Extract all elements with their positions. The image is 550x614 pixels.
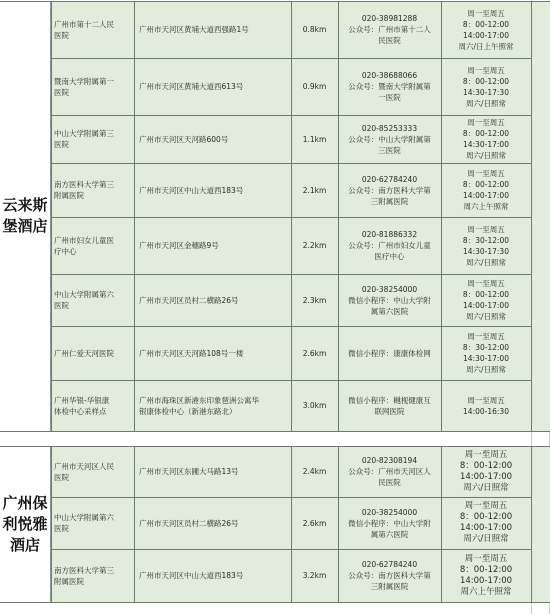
contact-info-line: 三医院 — [378, 145, 401, 155]
opening-hours-line: 14:00-17:00 — [459, 575, 513, 586]
table-row — [51, 497, 550, 549]
opening-hours-line: 8：00-12:00 — [462, 129, 510, 138]
hospital-address — [136, 163, 290, 217]
hospital-name-line: 暨南大学附属第一 — [54, 76, 114, 86]
contact-info-line: 公众号：中山大学附属第 — [348, 134, 431, 144]
hospital-name — [54, 163, 133, 217]
hospital-name-line: 广州市天河区人民 — [54, 461, 114, 471]
contact-info — [340, 380, 439, 431]
hospital-name-line: 医院 — [54, 524, 69, 533]
hospital-address-line: 广州市天河区中山大道西183号 — [139, 185, 244, 195]
column-divider — [134, 1, 135, 431]
table-row — [51, 115, 550, 163]
hotel-name-line: 利悦雅 — [2, 514, 48, 533]
opening-hours — [442, 217, 530, 274]
hospital-name — [54, 326, 133, 380]
distance — [291, 549, 338, 602]
column-divider — [291, 446, 292, 602]
hospital-name-line: 广州市妇女儿童医 — [54, 235, 114, 245]
opening-hours-line: 8：00-12:00 — [462, 180, 510, 189]
opening-hours-line: 周六/日照常 — [465, 365, 507, 374]
hospital-address-line: 广州市天河区黄埔大道西613号 — [139, 82, 244, 91]
table-row — [51, 217, 550, 274]
contact-info — [340, 274, 439, 326]
column-divider — [338, 1, 339, 431]
contact-info-line: 公众号：广州市妇女儿童 — [348, 241, 431, 250]
contact-info-line: 020-38254000 — [361, 284, 418, 294]
hospital-address-line: 银康体检中心（新港东路北） — [139, 406, 237, 416]
distance — [291, 446, 338, 497]
opening-hours-line: 周六/日上午照常 — [458, 41, 514, 51]
contact-info-line: 020-62784240 — [361, 174, 418, 184]
distance — [291, 115, 338, 163]
opening-hours-line: 8：30-12:00 — [462, 343, 510, 352]
hospital-name-line: 附属医院 — [54, 576, 84, 586]
opening-hours — [442, 58, 530, 115]
opening-hours — [442, 446, 530, 497]
column-divider — [531, 446, 532, 602]
hospital-name-line: 医院 — [54, 87, 69, 97]
hotel-name — [0, 446, 51, 602]
contact-info — [340, 58, 439, 115]
opening-hours-line: 周六/日照常 — [465, 257, 507, 267]
table-row — [51, 58, 550, 115]
hotel-name-line: 酒店 — [9, 535, 40, 554]
opening-hours — [442, 549, 530, 602]
opening-hours-line: 周六上午照常 — [460, 586, 512, 597]
hospital-address — [136, 326, 290, 380]
opening-hours-line: 8：00-12:00 — [462, 19, 510, 29]
contact-info-line: 三附属医院 — [370, 582, 409, 591]
column-divider — [51, 446, 52, 602]
hospital-address — [136, 217, 290, 274]
contact-info-line: 020-38688066 — [361, 71, 418, 80]
contact-info-line: 020-38254000 — [361, 507, 418, 517]
contact-info-line: 属第六医院 — [370, 306, 409, 316]
opening-hours-line: 周一至周五 — [467, 169, 505, 178]
hospital-name-line: 中山大学附属第六 — [54, 513, 114, 522]
opening-hours-line: 14:00-17:00 — [463, 30, 509, 40]
hospital-name-line: 医院 — [54, 472, 69, 482]
hospital-name — [54, 549, 133, 602]
opening-hours-line: 周一至周五 — [464, 449, 508, 460]
distance-value: 3.2km — [302, 571, 327, 580]
opening-hours-line: 周六/日照常 — [463, 482, 509, 493]
hospital-address-line: 广州市天河区黄埔大道西强路1号 — [139, 25, 249, 34]
contact-info-line: 微信小程序：中山大学附 — [348, 295, 431, 305]
table-row — [51, 446, 550, 497]
contact-info-line: 020-82308194 — [361, 456, 418, 465]
contact-info-line: 三附属医院 — [370, 196, 409, 206]
column-divider — [531, 1, 532, 431]
contact-info-line: 医疗中心 — [374, 252, 405, 261]
opening-hours-line: 周六/日照常 — [465, 98, 507, 108]
hospital-address-line: 广州市天河区天河路600号 — [139, 134, 229, 144]
opening-hours-line: 14:00-17:00 — [459, 523, 513, 533]
contact-info — [340, 1, 439, 58]
opening-hours-line: 8：00-12:00 — [462, 76, 510, 86]
hotel-name-line: 云来斯 — [2, 196, 48, 214]
hotel-name-text — [2, 493, 47, 556]
opening-hours-line: 周一至周五 — [464, 553, 508, 564]
contact-info — [340, 217, 439, 274]
table-row — [51, 380, 550, 431]
contact-info-line: 微信小程序：康康体检网 — [348, 348, 431, 358]
hospital-name-line: 广州市第十二人民 — [54, 19, 114, 29]
distance-value: 2.1km — [302, 185, 327, 195]
contact-info-line: 020-85253333 — [361, 123, 418, 133]
opening-hours-line: 周一至周五 — [467, 332, 505, 341]
table-row — [51, 549, 550, 602]
opening-hours — [442, 1, 530, 58]
opening-hours-line: 周一至周五 — [467, 8, 505, 18]
opening-hours-line: 14:00-17:00 — [463, 191, 509, 200]
opening-hours-line: 周一至周五 — [467, 395, 505, 405]
hospital-name — [54, 1, 133, 58]
distance — [291, 58, 338, 115]
hospital-name-line: 广州华银-华银康 — [54, 395, 110, 405]
contact-info-line: 微信小程序：樾枧健康互 — [348, 395, 431, 405]
opening-hours — [442, 163, 530, 217]
distance-value: 0.9km — [302, 82, 327, 91]
contact-info-line: 联网医院 — [374, 406, 405, 416]
hospital-name — [54, 446, 133, 497]
column-divider — [51, 1, 52, 431]
hospital-name-line: 南方医科大学第三 — [54, 180, 114, 189]
hospital-address-line: 广州市天河区员村二横路26号 — [139, 518, 239, 528]
hospital-name — [54, 115, 133, 163]
hospital-address-line: 广州市天河区中山大道西183号 — [139, 571, 244, 580]
distance — [291, 1, 338, 58]
hospital-name-line: 中山大学附属第三 — [54, 129, 114, 138]
contact-info — [340, 115, 439, 163]
hospital-name-line: 附属医院 — [54, 191, 84, 200]
opening-hours-line: 14:30-17:30 — [463, 87, 509, 97]
distance — [291, 274, 338, 326]
opening-hours-line: 8：00-12:00 — [459, 564, 513, 575]
contact-info-line: 公众号：南方医科大学第 — [348, 571, 431, 580]
group-border — [0, 1, 550, 2]
distance — [291, 217, 338, 274]
hospital-name — [54, 217, 133, 274]
opening-hours-line: 14:30-17:00 — [463, 140, 509, 149]
contact-info-line: 一医院 — [378, 93, 401, 102]
distance-value: 2.4km — [302, 467, 327, 476]
distance-value: 3.0km — [302, 401, 327, 410]
table-row — [51, 163, 550, 217]
contact-info-line: 属第六医院 — [370, 529, 409, 539]
contact-info — [340, 446, 439, 497]
opening-hours-line: 14:30-17:00 — [463, 354, 509, 363]
opening-hours — [442, 326, 530, 380]
opening-hours-line: 14:30-17:30 — [463, 246, 509, 256]
opening-hours-line: 周一至周五 — [467, 279, 505, 288]
opening-hours-line: 8：00-12:00 — [462, 290, 510, 299]
hotel-name-line: 广州保 — [2, 493, 48, 512]
contact-info-line: 公众号：南方医科大学第 — [348, 185, 431, 195]
opening-hours-line: 8：30-12:00 — [462, 235, 510, 245]
hotel-name — [0, 1, 51, 431]
distance-value: 2.2km — [302, 241, 327, 250]
distance-value: 0.8km — [302, 25, 327, 34]
contact-info-line: 民医院 — [378, 36, 401, 45]
hospital-address — [136, 497, 290, 549]
contact-info-line: 公众号：广州市第十二人 — [348, 25, 431, 34]
opening-hours-line: 8：00-12:00 — [459, 460, 513, 471]
hospital-name-line: 南方医科大学第三 — [54, 565, 114, 575]
distance — [291, 380, 338, 431]
column-divider — [441, 1, 442, 431]
contact-info — [340, 497, 439, 549]
distance — [291, 163, 338, 217]
hospital-address — [136, 446, 290, 497]
table-row — [51, 326, 550, 380]
hospital-name — [54, 497, 133, 549]
opening-hours-line: 周六/日照常 — [463, 534, 509, 544]
distance — [291, 497, 338, 549]
opening-hours-line: 周一至周五 — [467, 65, 505, 75]
hospital-name-line: 中山大学附属第六 — [54, 290, 114, 299]
hospital-address — [136, 1, 290, 58]
opening-hours-line: 周一至周五 — [467, 118, 505, 127]
group-border — [0, 602, 550, 603]
contact-info-line: 公众号：广州市天河区人 — [348, 467, 431, 476]
hospital-name — [54, 380, 133, 431]
contact-info — [340, 549, 439, 602]
opening-hours-line: 周六/日照常 — [465, 151, 507, 160]
column-divider — [134, 446, 135, 602]
opening-hours — [442, 380, 530, 431]
opening-hours-line: 周一至周五 — [464, 501, 508, 511]
hospital-address — [136, 274, 290, 326]
hospital-name-line: 疗中心 — [54, 246, 77, 256]
hospital-address — [136, 115, 290, 163]
opening-hours-line: 14:00-17:00 — [463, 301, 509, 310]
column-divider — [441, 446, 442, 602]
opening-hours-line: 周一至周五 — [467, 224, 505, 234]
contact-info-line: 公众号：暨南大学附属第 — [348, 82, 431, 91]
contact-info-line: 微信小程序：中山大学附 — [348, 518, 431, 528]
hospital-name — [54, 58, 133, 115]
opening-hours — [442, 497, 530, 549]
opening-hours-line: 14:00-16:30 — [463, 406, 509, 416]
opening-hours-line: 周六上午照常 — [463, 202, 509, 211]
hospital-address-line: 广州市海珠区新港东印象琶洲公寓华 — [139, 395, 259, 405]
hospital-address — [136, 380, 290, 431]
opening-hours-line: 8：00-12:00 — [459, 512, 513, 522]
hospital-name-line: 广州仁爱天河医院 — [54, 348, 114, 358]
contact-info-line: 020-62784240 — [361, 560, 418, 569]
contact-info-line: 020-81886332 — [361, 230, 418, 239]
group-border — [0, 431, 550, 432]
hospital-name — [54, 274, 133, 326]
column-divider — [338, 446, 339, 602]
hotel-name-line: 堡酒店 — [2, 217, 48, 235]
distance — [291, 326, 338, 380]
contact-info-line: 020-38981288 — [361, 14, 418, 23]
hospital-address-line: 广州市天河区天河路108号一楼 — [139, 348, 244, 358]
contact-info — [340, 326, 439, 380]
hospital-name-line: 体检中心采样点 — [54, 406, 107, 416]
distance-value: 2.6km — [302, 348, 327, 358]
hospital-address — [136, 58, 290, 115]
distance-value: 2.3km — [302, 295, 327, 305]
opening-hours — [442, 115, 530, 163]
hospital-name-line: 医院 — [54, 140, 69, 149]
opening-hours-line: 周六/日照常 — [465, 312, 507, 321]
contact-info-line: 民医院 — [378, 478, 401, 487]
table-row — [51, 1, 550, 58]
contact-info — [340, 163, 439, 217]
hospital-name-line: 医院 — [54, 30, 69, 40]
table-row — [51, 274, 550, 326]
group-border — [0, 446, 550, 447]
distance-value: 2.6km — [302, 518, 327, 528]
hotel-name-text — [2, 195, 47, 237]
hospital-address-line: 广州市天河区员村二横路26号 — [139, 295, 239, 305]
distance-value: 1.1km — [302, 134, 327, 144]
opening-hours — [442, 274, 530, 326]
hospital-address-line: 广州市天河区金穗路9号 — [139, 241, 219, 250]
hospital-address-line: 广州市天河区东圃大马路13号 — [139, 467, 239, 476]
hospital-address — [136, 549, 290, 602]
opening-hours-line: 14:00-17:00 — [459, 471, 513, 482]
column-divider — [291, 1, 292, 431]
hospital-name-line: 医院 — [54, 301, 69, 310]
